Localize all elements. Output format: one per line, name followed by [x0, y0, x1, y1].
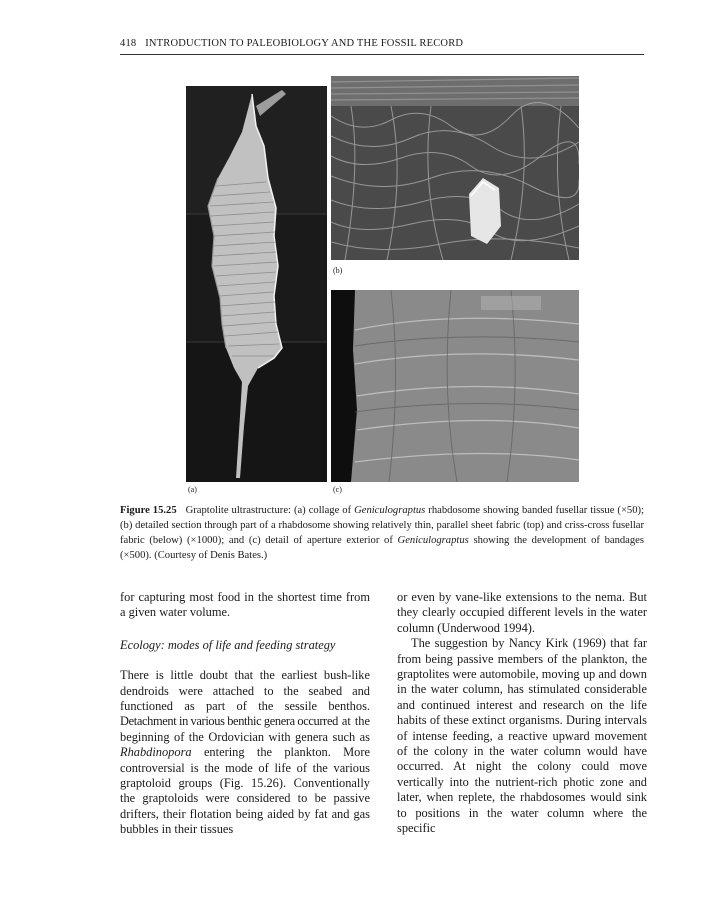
figure-panel-b	[331, 76, 579, 260]
running-head	[120, 38, 644, 55]
paragraph: The suggestion by Nancy Kirk (1969) that far from being passive members of the plankton, the graptolites were automobile, moving up and down in the water column, has stimulated considerable and continued interest and research on the life habits of these extinct organisms. During intervals of intense feeding, a reactive upward movement of the colony in the water column would have occurred. At night the colony could move vertically into the nutrient-rich photic zone and later, when replete, the rhabdosomes would sink to positions in the water column where the specific	[397, 636, 647, 836]
caption-genus: Geniculograptus	[397, 535, 469, 546]
paragraph: or even by vane-like extensions to the nema. But they clearly occupied different levels in the water column (Underwood 1994).	[397, 590, 647, 635]
caption-text: showing the development of bandages (×500). (Courtesy of Denis Bates.)	[120, 535, 644, 561]
figure-caption	[120, 503, 644, 563]
figure-panel-c	[331, 290, 579, 482]
panel-label-c: (c)	[333, 485, 342, 494]
caption-text: rhabdosome showing banded fusellar tissue (×50); (b) detailed section through part of a rhabdosome showing relatively thin, parallel sheet fabric (top) and criss-cross fusellar fabric (below) (×1000); and (c) detail of aperture exterior of	[120, 505, 644, 546]
section-heading: Ecology: modes of life and feeding strategy	[120, 637, 336, 652]
panel-label-b: (b)	[333, 266, 343, 275]
caption-text: Graptolite ultrastructure: (a) collage of	[185, 505, 355, 516]
paragraph: for capturing most food in the shortest time from a given water volume.	[120, 590, 370, 620]
body-column-left	[120, 590, 370, 838]
figure-label: Figure 15.25	[120, 505, 177, 516]
page-number: 418	[120, 38, 137, 49]
panel-label-a: (a)	[188, 485, 197, 494]
caption-genus: Geniculograptus	[354, 505, 426, 516]
figure-panel-a	[186, 86, 327, 482]
body-column-right	[397, 590, 647, 837]
genus-name: Rhabdinopora	[120, 745, 192, 760]
running-title: INTRODUCTION TO PALEOBIOLOGY AND THE FOSSIL RECORD	[145, 38, 464, 49]
paragraph: There is little doubt that the earliest bush-like dendroids were attached to the seabed and functioned as part of the sessile benthos. Detachment in various benthic genera occurred at the beginning of the Ordovician with genera such as Rhabdinopora entering the plankton. More controversial is the mode of life of the various graptoloid groups (Fig. 15.26). Conventionally the graptoloids were considered to be passive drifters, their flotation being aided by fat and gas bubbles in their tissues	[120, 668, 370, 837]
